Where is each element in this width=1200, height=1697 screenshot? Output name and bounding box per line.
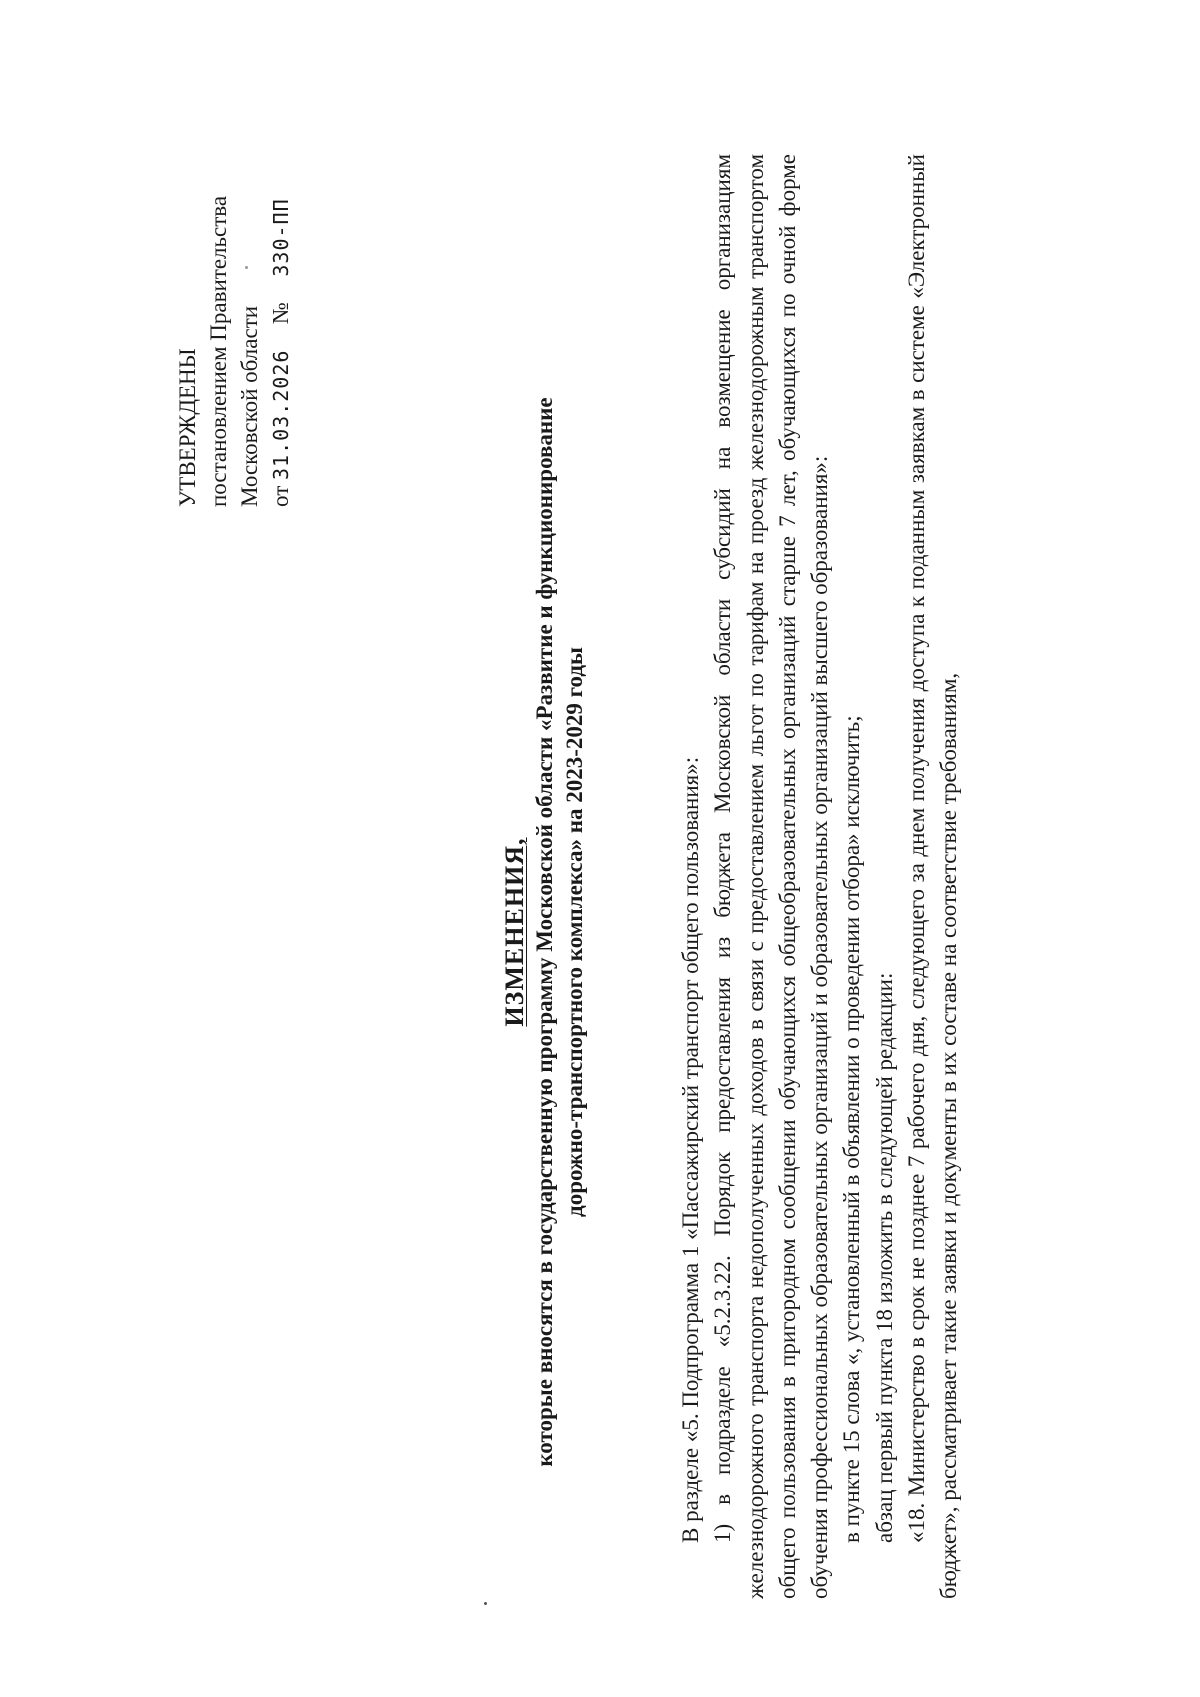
document-body <box>675 154 966 1599</box>
approval-date-prefix: от <box>268 485 293 507</box>
paragraph-section-intro: В разделе «5. Подпрограмма 1 «Пассажирский транспорт общего пользования»: <box>678 756 703 1543</box>
approval-date-line <box>265 87 297 507</box>
document-subtitle-line-1: которые вносятся в государственную программу Московской области «Развитие и функционирование <box>532 397 557 1467</box>
paragraph-subsection-item-1: 1) в подразделе «5.2.3.22. Порядок предоставления из бюджета Московской области субсидий на возмещение организациям железнодорожного транспорта недополученных доходов в связи с предоставлением льгот по тарифам на проезд железнодорожным транспортом общего пользования в пригородном сообщении обучающихся общеобразовательных организаций старше 7 лет, обучающихся по очной форме обучения профессиональных образовательных организаций и образовательных организаций высшего образования»: <box>710 154 833 1599</box>
scan-speck <box>484 1602 487 1605</box>
paragraph-point-15: в пункте 15 слова «, установленный в объявлении о проведении отбора» исключить; <box>839 715 865 1543</box>
paragraph-point-18-intro: абзац первый пункта 18 изложить в следующей редакции: <box>871 972 897 1543</box>
approval-line-1: постановлением Правительства <box>206 195 231 507</box>
approval-number: 330-ПП <box>269 198 293 277</box>
approval-number-sign: № <box>268 302 293 325</box>
paragraph-point-18-text: «18. Министерство в срок не позднее 7 рабочего дня, следующего за днем получения доступа к поданным заявкам в системе «Электронный бюджет», рассматривает такие заявки и документы в их составе на соответствие требованиям, <box>904 154 962 1599</box>
approval-line-2: Московской области <box>237 305 262 507</box>
approval-date: 31.03.2026 <box>269 349 293 480</box>
scan-speck <box>245 266 248 269</box>
document-title-block <box>500 277 590 1587</box>
approval-stamp <box>172 87 297 507</box>
document-subtitle-line-2: дорожно-транспортного комплекса» на 2023-2029 годы <box>562 647 587 1217</box>
approval-title: УТВЕРЖДЕНЫ <box>175 348 200 507</box>
document-heading: ИЗМЕНЕНИЯ, <box>500 837 529 1027</box>
